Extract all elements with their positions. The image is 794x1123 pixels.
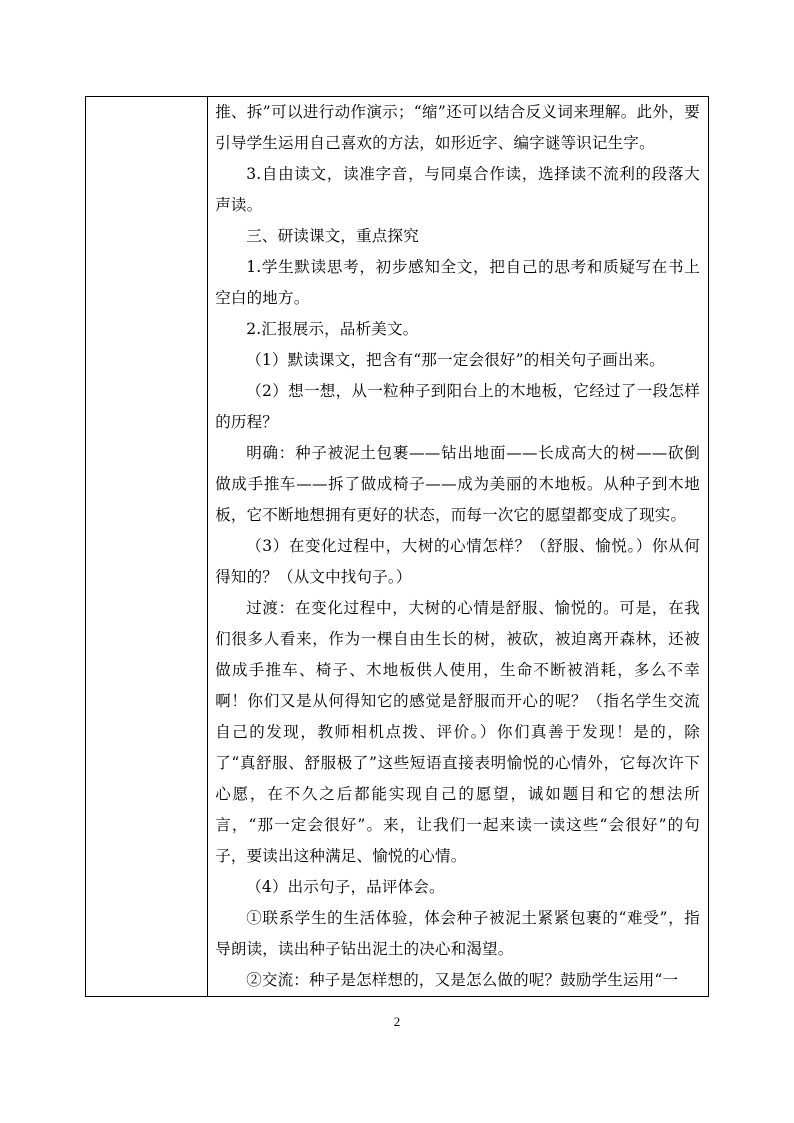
paragraph-point-2: ②交流：种子是怎样想的，又是怎么做的呢？鼓励学生运用“一 (246, 971, 679, 989)
paragraph-sub-2: （2）想一想，从一粒种子到阳台上的木地板，它经过了一段怎样的历程？ (215, 382, 700, 431)
content-body (208, 97, 708, 996)
paragraph-item-1: 1.学生默读思考，初步感知全文，把自己的思考和质疑写在书上空白的地方。 (215, 258, 700, 307)
lesson-plan-table (85, 96, 709, 997)
paragraph-clarify: 明确：种子被泥土包裹——钻出地面——长成高大的树——砍倒做成手推车——拆了做成椅子——成为美丽的木地板。从种子到木地板，它不断地想拥有更好的状态，而每一次它的愿望都变成了现实。 (215, 444, 700, 524)
paragraph-item-2: 2.汇报展示，品析美文。 (246, 320, 419, 338)
paragraph-step-3: 3.自由读文，读准字音，与同桌合作读，选择读不流利的段落大声读。 (215, 165, 700, 214)
section-heading: 三、研读课文，重点探究 (246, 227, 419, 245)
left-cell (86, 97, 208, 997)
content-cell (208, 97, 709, 997)
table-row (86, 97, 709, 997)
paragraph-sub-1: （1）默读课文，把含有“那一定会很好”的相关句子画出来。 (246, 351, 665, 369)
paragraph-sub-4: （4）出示句子，品评体会。 (246, 878, 445, 896)
paragraph-sub-3: （3）在变化过程中，大树的心情怎样？（舒服、愉悦。）你从何得知的？（从文中找句子。） (215, 537, 700, 586)
page-number: 2 (393, 1014, 401, 1029)
paragraph-transition: 过渡：在变化过程中，大树的心情是舒服、愉悦的。可是，在我们很多人看来，作为一棵自由生长的树，被砍，被迫离开森林，还被做成手推车、椅子、木地板供人使用，生命不断被消耗，多么不幸啊！你们又是从何得知它的感觉是舒服而开心的呢？（指名学生交流自己的发现，教师相机点拨、评价。）你们真善于发现！是的，除了“真舒服、舒服极了”这些短语直接表明愉悦的心情外，它每次许下心愿，在不久之后都能实现自己的愿望，诚如题目和它的想法所言，“那一定会很好”。来，让我们一起来读一读这些“会很好”的句子，要读出这种满足、愉悦的心情。 (215, 599, 700, 865)
paragraph-point-1: ①联系学生的生活体验，体会种子被泥土紧紧包裹的“难受”，指导朗读，读出种子钻出泥土的决心和渴望。 (215, 909, 700, 958)
paragraph-continuation: 推、拆”可以进行动作演示；“缩”还可以结合反义词来理解。此外，要引导学生运用自己喜欢的方法，如形近字、编字谜等识记生字。 (215, 103, 700, 152)
